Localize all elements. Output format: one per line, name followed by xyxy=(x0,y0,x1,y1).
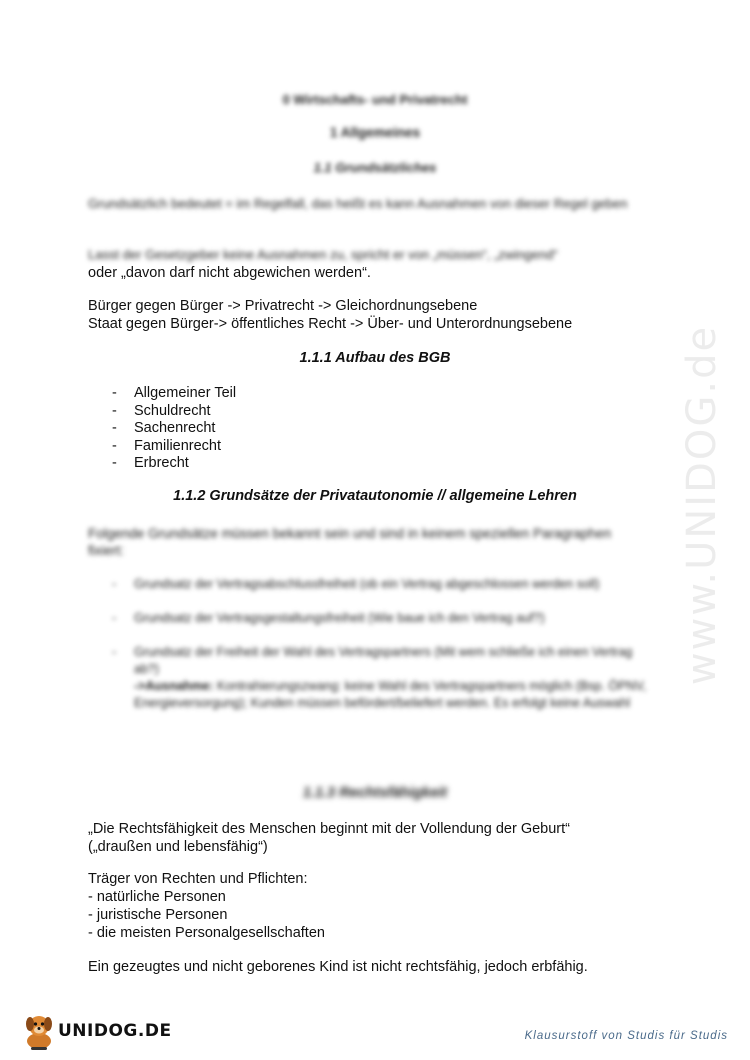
paragraph-grundsaetzlich: Grundsätzlich bedeutet = im Regelfall, das heißt es kann Ausnahmen von dieser Regel geben xyxy=(88,196,628,211)
watermark-text: www.UNIDOG.de xyxy=(679,324,725,686)
dog-mascot-icon xyxy=(22,1011,56,1051)
paragraph-grundsaetze-intro: Folgende Grundsätze müssen bekannt sein und sind in keinem speziellen Paragraphen fixiert: xyxy=(88,526,612,558)
traeger-item: - die meisten Personalgesellschaften xyxy=(88,925,325,941)
paragraph-gesetzgeber xyxy=(88,246,648,282)
list-item: - Sachenrecht xyxy=(112,420,236,438)
unidog-logo[interactable] xyxy=(22,1010,172,1052)
traeger-item: - natürliche Personen xyxy=(88,889,226,905)
exception-text: Kontrahierungszwang: keine Wahl des Vertragspartners möglich (Bsp. ÖPNV, Energieversorgung); Kunden müssen befördert/beliefert werden. Es erfolgt keine Auswahl xyxy=(134,679,647,710)
watermark xyxy=(672,270,732,740)
list-item: - Grundsatz der Vertragsgestaltungsfreiheit (Wie baue ich den Vertrag auf?) xyxy=(112,610,652,627)
paragraph-gesetzgeber-clear: oder „davon darf nicht abgewichen werden“. xyxy=(88,265,371,281)
list-item xyxy=(112,644,652,712)
paragraph-traeger xyxy=(88,870,648,942)
paragraph-rechtsfaehigkeit xyxy=(88,820,648,856)
list-item: - Familienrecht xyxy=(112,438,236,456)
traeger-item: - juristische Personen xyxy=(88,907,228,923)
traeger-title: Träger von Rechten und Pflichten: xyxy=(88,871,308,887)
section-heading-1-1-3: 1.1.3 Rechtsfähigkeit xyxy=(302,785,448,801)
footer-slogan: Klausurstoff von Studis für Studis xyxy=(524,1030,728,1042)
paragraph-rechtsebenen xyxy=(88,297,648,333)
bgb-structure-list xyxy=(112,385,236,473)
section-heading-1-1-2: 1.1.2 Grundsätze der Privatautonomie // allgemeine Lehren xyxy=(173,488,577,504)
list-item: - Schuldrecht xyxy=(112,403,236,421)
rechtsebenen-line-1: Bürger gegen Bürger -> Privatrecht -> Gleichordnungsebene xyxy=(88,298,478,314)
principle-text: Grundsatz der Freiheit der Wahl des Vertragspartners (Mit wem schließe ich einen Vertrag ab?) xyxy=(134,645,633,676)
list-item: - Allgemeiner Teil xyxy=(112,385,236,403)
section-heading-1: 1 Allgemeines xyxy=(329,125,421,140)
logo-text: UNIDOG.DE xyxy=(58,1021,172,1041)
exception-label: ->Ausnahme: xyxy=(134,679,214,693)
document-title: 0 Wirtschafts- und Privatrecht xyxy=(282,92,468,107)
section-heading-1-1: 1.1 Grundsätzliches xyxy=(313,160,437,175)
paragraph-gesetzgeber-blurred: Lasst der Gesetzgeber keine Ausnahmen zu, spricht er von „müssen“, „zwingend“ xyxy=(88,247,558,262)
list-item: - Grundsatz der Vertragsabschlussfreiheit (ob ein Vertrag abgeschlossen werden soll) xyxy=(112,576,652,593)
paragraph-erbfaehig: Ein gezeugtes und nicht geborenes Kind ist nicht rechtsfähig, jedoch erbfähig. xyxy=(88,959,588,975)
principles-list xyxy=(112,576,652,712)
section-heading-1-1-1: 1.1.1 Aufbau des BGB xyxy=(299,350,451,366)
list-item: - Erbrecht xyxy=(112,455,236,473)
quote-line-1: „Die Rechtsfähigkeit des Menschen beginnt mit der Vollendung der Geburt“ xyxy=(88,821,570,837)
quote-line-2: („draußen und lebensfähig“) xyxy=(88,839,268,855)
rechtsebenen-line-2: Staat gegen Bürger-> öffentliches Recht -> Über- und Unterordnungsebene xyxy=(88,316,573,332)
